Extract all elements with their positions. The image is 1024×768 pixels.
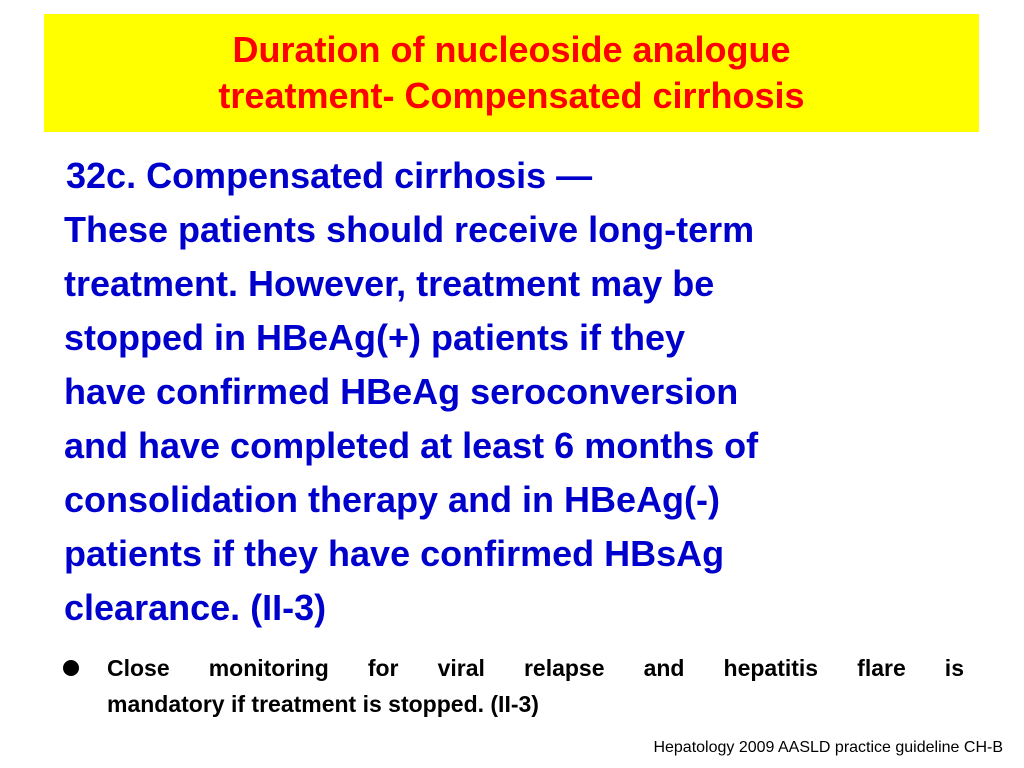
citation: Hepatology 2009 AASLD practice guideline CH-B (653, 739, 1003, 756)
bullet-text-line-2: mandatory if treatment is stopped. (II-3) (107, 691, 539, 717)
body-line-8: clearance. (II-3) (64, 587, 327, 628)
body-line-4: have confirmed HBeAg seroconversion (64, 371, 739, 412)
title-line-2: treatment- Compensated cirrhosis (218, 75, 805, 116)
bullet-text-line-1: Close monitoring for viral relapse and hepatitis flare is (107, 655, 964, 681)
body-line-2: treatment. However, treatment may be (64, 263, 715, 304)
section-heading: 32c. Compensated cirrhosis — (66, 155, 593, 196)
bullet-dot-icon (63, 660, 79, 676)
body-line-5: and have completed at least 6 months of (64, 425, 759, 466)
body-line-3: stopped in HBeAg(+) patients if they (64, 317, 686, 358)
body-line-1: These patients should receive long-term (64, 209, 755, 250)
body-line-6: consolidation therapy and in HBeAg(-) (64, 479, 721, 520)
title-banner (44, 14, 979, 132)
body-line-7: patients if they have confirmed HBsAg (64, 533, 725, 574)
title-line-1: Duration of nucleoside analogue (232, 29, 791, 70)
